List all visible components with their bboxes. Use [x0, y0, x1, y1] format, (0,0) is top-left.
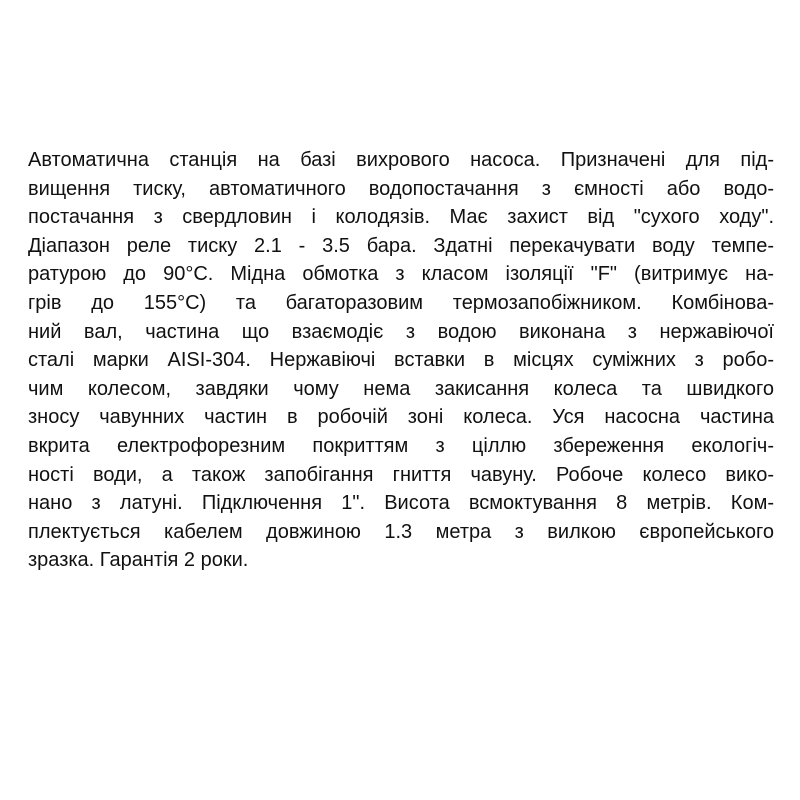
- description-line-13: нано з латуні. Підключення 1". Висота всмоктування 8 метрів. Ком-: [28, 492, 774, 515]
- description-line-11: вкрита електрофорезним покриттям з ціллю збереження екологіч-: [28, 434, 774, 457]
- description-line-6: грів до 155°С) та багаторазовим термозапобіжником. Комбінова-: [28, 291, 774, 314]
- description-line-8: сталі марки AISI-304. Нержавіючі вставки в місцях суміжних з робо-: [28, 349, 774, 372]
- description-line-1: Автоматична станція на базі вихрового насоса. Призначені для під-: [28, 149, 774, 171]
- description-line-15: зразка. Гарантія 2 роки.: [28, 549, 249, 572]
- description-line-9: чим колесом, завдяки чому нема закисання колеса та швидкого: [28, 377, 774, 400]
- description-line-4: Діапазон реле тиску 2.1 - 3.5 бара. Здатні перекачувати воду темпе-: [28, 234, 774, 257]
- description-line-10: зносу чавунних частин в робочій зоні колеса. Уся насосна частина: [28, 406, 774, 429]
- product-description: [28, 146, 774, 575]
- description-line-12: ності води, а також запобігання гниття чавуну. Робоче колесо вико-: [28, 463, 774, 486]
- description-line-7: ний вал, частина що взаємодіє з водою виконана з нержавіючої: [28, 320, 774, 343]
- description-line-2: вищення тиску, автоматичного водопостачання з ємності або водо-: [28, 177, 774, 200]
- description-line-5: ратурою до 90°С. Мідна обмотка з класом ізоляції "F" (витримує на-: [28, 263, 774, 286]
- description-line-14: плектується кабелем довжиною 1.3 метра з вилкою європейського: [28, 520, 774, 543]
- description-line-3: постачання з свердловин і колодязів. Має захист від "сухого ходу".: [28, 206, 774, 229]
